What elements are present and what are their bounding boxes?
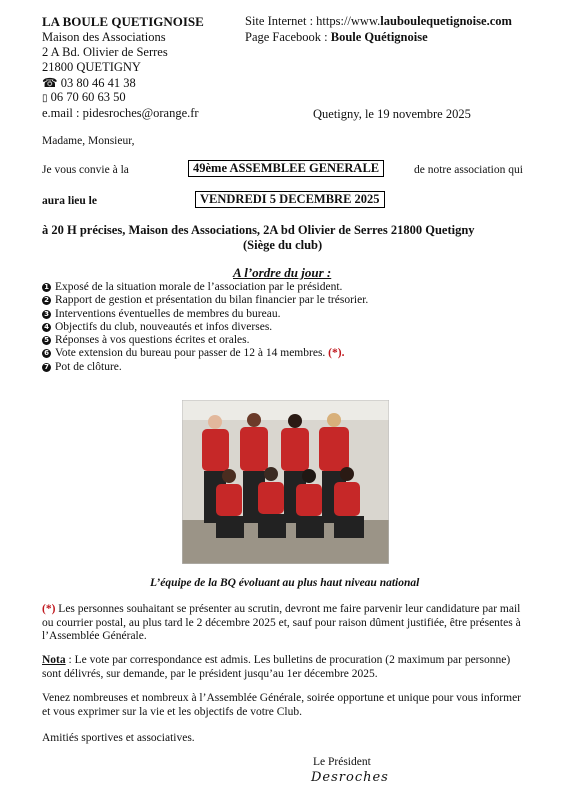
club-name: LA BOULE QUETIGNOISE [42, 14, 204, 29]
email-line: e.mail : pidesroches@orange.fr [42, 106, 199, 120]
website-label: Site Internet : https://www. [245, 14, 381, 28]
agenda-item-text: Pot de clôture. [55, 360, 122, 373]
agenda-item [42, 308, 368, 321]
meeting-title: 49ème ASSEMBLEE GENERALE [188, 160, 384, 177]
phone-line [42, 75, 136, 91]
agenda-item [42, 334, 368, 347]
agenda-item [42, 347, 368, 360]
website-link[interactable]: lauboulequetignoise.com [380, 14, 512, 28]
signature: Desroches [311, 770, 389, 785]
meeting-location: à 20 H précises, Maison des Associations, 2A bd Olivier de Serres 21800 Quetigny [42, 223, 475, 237]
closing-paragraph: Venez nombreuses et nombreux à l’Assemblée Générale, soirée opportune et unique pour vous informer et vous exprimer sur la vie et les objectifs de votre Club. [42, 692, 522, 718]
salutation: Madame, Monsieur, [42, 135, 135, 147]
mobile-line [42, 90, 126, 105]
candidacy-note [42, 603, 532, 644]
footnote-mark: (*). [328, 347, 345, 360]
number-1-icon: 1 [42, 283, 51, 292]
photo-caption: L’équipe de la BQ évoluant au plus haut niveau national [150, 577, 420, 589]
invite-tail: de notre association qui [414, 164, 523, 176]
club-seat: (Siège du club) [243, 238, 323, 252]
agenda-item-text: Interventions éventuelles de membres du bureau. [55, 307, 281, 320]
mobile-number: 06 70 60 63 50 [50, 90, 126, 104]
team-photo [182, 400, 389, 564]
phone-icon: ☎ [42, 76, 58, 90]
nota-paragraph [42, 654, 532, 681]
agenda-item-text: Objectifs du club, nouveautés et infos diverses. [55, 320, 273, 333]
agenda-item-text: Exposé de la situation morale de l’association par le président. [55, 281, 343, 293]
facebook-line [245, 30, 428, 45]
website-line [245, 14, 512, 29]
nota-text: : Le vote par correspondance est admis. Les bulletins de procuration (2 maximum par personne) sont délivrés, sur demande, par le président jusqu’au 1er décembre 2025. [42, 654, 511, 680]
agenda-item [42, 281, 368, 294]
number-3-icon: 3 [42, 310, 51, 319]
number-2-icon: 2 [42, 296, 51, 305]
address-line-2: 2 A Bd. Olivier de Serres [42, 45, 168, 59]
agenda-item-text: Rapport de gestion et présentation du bilan financier par le trésorier. [55, 294, 369, 307]
agenda-heading: A l’ordre du jour : [233, 265, 332, 280]
footnote-mark: (*) [42, 603, 56, 615]
number-7-icon: 7 [42, 363, 51, 372]
facebook-label: Page Facebook : [245, 30, 331, 44]
signature-title: Le Président [313, 756, 371, 768]
agenda-item-text: Réponses à vos questions écrites et orales. [55, 334, 250, 347]
facebook-page: Boule Quétignoise [330, 30, 428, 44]
regards-line: Amitiés sportives et associatives. [42, 732, 195, 744]
number-6-icon: 6 [42, 349, 51, 358]
agenda-item-text: Vote extension du bureau pour passer de 12 à 14 membres. [55, 347, 329, 360]
agenda-list [42, 281, 368, 374]
agenda-item [42, 321, 368, 334]
agenda-item [42, 361, 368, 374]
invite-lead: Je vous convie à la [42, 164, 129, 176]
address-line-1: Maison des Associations [42, 30, 166, 44]
date-line: Quetigny, le 19 novembre 2025 [313, 107, 471, 121]
meeting-date: VENDREDI 5 DECEMBRE 2025 [195, 191, 385, 208]
number-4-icon: 4 [42, 323, 51, 332]
nota-label: Nota [42, 654, 66, 666]
when-lead: aura lieu le [42, 195, 97, 207]
phone-number: 03 80 46 41 38 [60, 76, 136, 90]
candidacy-text: Les personnes souhaitant se présenter au scrutin, devront me faire parvenir leur candidature par mail ou courrier postal, au plus tard le 2 décembre 2025 et, sauf pour raison dûment justifiée, être présentes à l’Assemblée Générale. [42, 603, 521, 642]
agenda-item [42, 294, 368, 307]
mobile-icon: ▯ [42, 93, 48, 104]
address-line-3: 21800 QUETIGNY [42, 60, 141, 74]
number-5-icon: 5 [42, 336, 51, 345]
